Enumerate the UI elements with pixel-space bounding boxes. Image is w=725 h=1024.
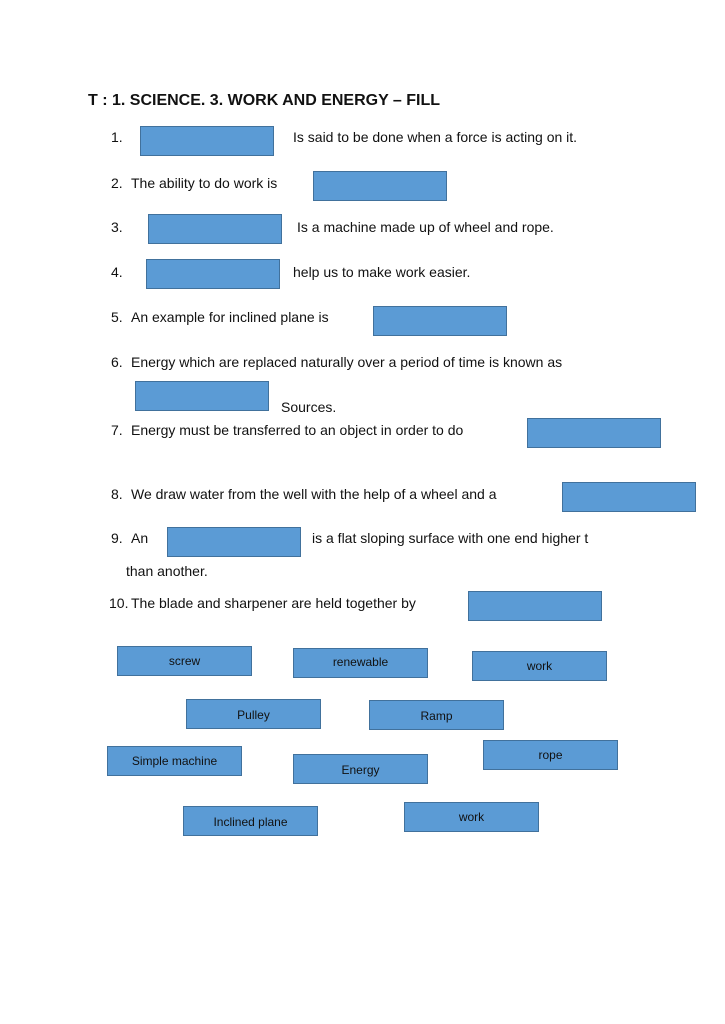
question-9-continuation: than another. [126, 563, 208, 579]
page-title: T : 1. SCIENCE. 3. WORK AND ENERGY – FILL [88, 92, 441, 109]
word-tile-label: work [526, 659, 553, 673]
question-2-text: The ability to do work is [131, 175, 278, 191]
word-tile-label: Ramp [420, 709, 453, 723]
answer-blank-3[interactable] [148, 214, 282, 244]
word-tile-label: rope [538, 748, 563, 762]
answer-blank-7[interactable] [527, 418, 661, 448]
question-2-number: 2. [111, 175, 123, 191]
word-tile-label: work [458, 810, 485, 824]
word-tile-energy[interactable] [293, 754, 428, 784]
question-3-number: 3. [111, 219, 123, 235]
question-9-number: 9. [111, 530, 123, 546]
answer-blank-10[interactable] [468, 591, 602, 621]
answer-blank-8[interactable] [562, 482, 696, 512]
word-tile-label: screw [168, 654, 201, 668]
answer-blank-1[interactable] [140, 126, 274, 156]
question-6-number: 6. [111, 354, 123, 370]
question-4-number: 4. [111, 264, 123, 280]
word-tile-work[interactable] [472, 651, 607, 681]
question-8-text: We draw water from the well with the help of a wheel and a [131, 486, 497, 502]
word-tile-renewable[interactable] [293, 648, 428, 678]
question-7-number: 7. [111, 422, 123, 438]
word-tile-inclined-plane[interactable] [183, 806, 318, 836]
answer-blank-6[interactable] [135, 381, 269, 411]
word-tile-label: Simple machine [131, 754, 218, 768]
question-6-text: Energy which are replaced naturally over a period of time is known as [131, 354, 563, 370]
word-tile-label: Energy [341, 763, 380, 777]
question-3-text: Is a machine made up of wheel and rope. [297, 219, 554, 235]
answer-blank-5[interactable] [373, 306, 507, 336]
question-10-text: The blade and sharpener are held together by [131, 595, 416, 611]
question-1-number: 1. [111, 129, 123, 145]
word-tile-label: renewable [332, 655, 389, 669]
word-tile-work-2[interactable] [404, 802, 539, 832]
question-9-text: An [131, 530, 149, 546]
question-5-text: An example for inclined plane is [131, 309, 329, 325]
question-8-number: 8. [111, 486, 123, 502]
word-tile-label: Pulley [237, 708, 270, 722]
question-7-text: Energy must be transferred to an object in order to do [131, 422, 464, 438]
question-6-suffix: Sources. [281, 399, 337, 415]
word-tile-label: Inclined plane [213, 815, 288, 829]
word-tile-rope[interactable] [483, 740, 618, 770]
word-tile-pulley[interactable] [186, 699, 321, 729]
answer-blank-2[interactable] [313, 171, 447, 201]
word-tile-screw[interactable] [117, 646, 252, 676]
question-5-number: 5. [111, 309, 123, 325]
answer-blank-4[interactable] [146, 259, 280, 289]
answer-blank-9[interactable] [167, 527, 301, 557]
word-tile-ramp[interactable] [369, 700, 504, 730]
question-4-text: help us to make work easier. [293, 264, 471, 280]
word-tile-simple-machine[interactable] [107, 746, 242, 776]
question-9-text-after: is a flat sloping surface with one end higher t [312, 530, 589, 546]
question-1-text: Is said to be done when a force is acting on it. [293, 129, 578, 145]
question-10-number: 10. [109, 595, 129, 611]
